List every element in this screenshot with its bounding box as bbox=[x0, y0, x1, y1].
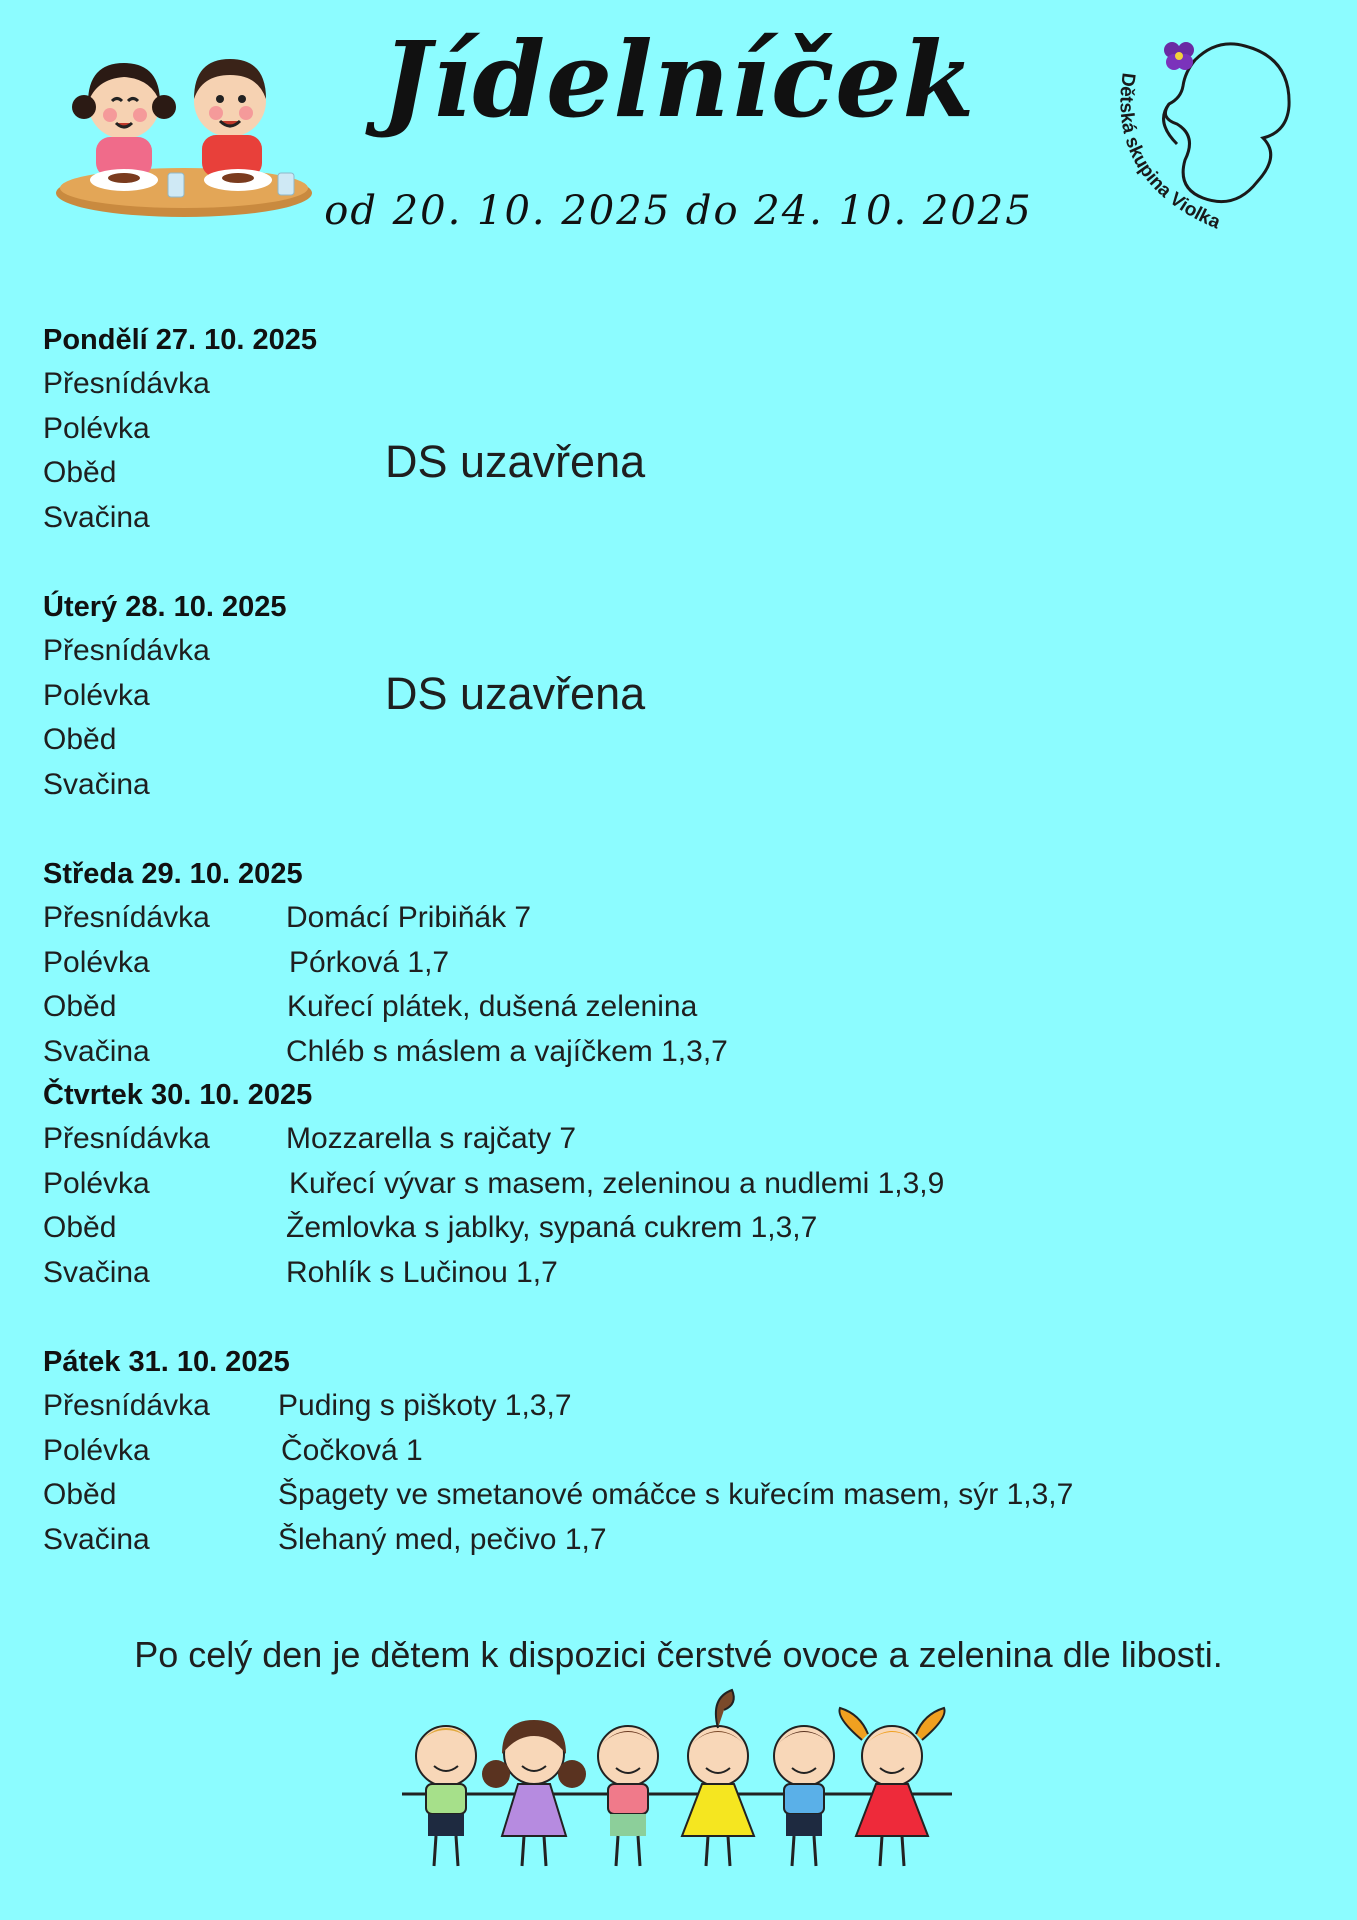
meal-label: Přesnídávka bbox=[43, 1389, 210, 1422]
meal-row bbox=[43, 1251, 1313, 1296]
meal-value: Žemlovka s jablky, sypaná cukrem 1,3,7 bbox=[286, 1211, 818, 1244]
meal-row bbox=[43, 718, 1313, 763]
page-title: Jídelníček bbox=[381, 18, 976, 141]
meal-label: Přesnídávka bbox=[43, 1122, 210, 1155]
meal-row bbox=[43, 1117, 1313, 1162]
meal-row bbox=[43, 629, 1313, 674]
meal-value: Chléb s máslem a vajíčkem 1,3,7 bbox=[286, 1034, 728, 1068]
day-title: Pátek 31. 10. 2025 bbox=[43, 1346, 290, 1378]
meal-label: Polévka bbox=[43, 945, 150, 979]
meal-label: Přesnídávka bbox=[43, 634, 210, 667]
day-wednesday bbox=[43, 852, 1313, 1074]
meal-row bbox=[43, 407, 1313, 452]
meal-row bbox=[43, 1429, 1313, 1474]
day-tuesday bbox=[43, 585, 1313, 807]
meal-value: Špagety ve smetanové omáčce s kuřecím masem, sýr 1,3,7 bbox=[278, 1478, 1074, 1511]
meal-label: Polévka bbox=[43, 1433, 150, 1467]
logo-text: Dětská skupina Violka bbox=[1115, 71, 1224, 234]
day-title: Pondělí 27. 10. 2025 bbox=[43, 324, 318, 356]
meal-row bbox=[43, 496, 1313, 541]
meal-row bbox=[43, 1384, 1313, 1429]
meal-value: Čočková 1 bbox=[281, 1433, 423, 1467]
meal-label: Polévka bbox=[43, 678, 150, 712]
day-title: Čtvrtek 30. 10. 2025 bbox=[43, 1079, 313, 1111]
meal-label: Oběd bbox=[43, 1211, 117, 1244]
meal-value: Mozzarella s rajčaty 7 bbox=[286, 1122, 577, 1155]
meal-row bbox=[43, 1162, 1313, 1207]
footer-note: Po celý den je dětem k dispozici čerstvé ovoce a zelenina dle libosti. bbox=[134, 1634, 1223, 1675]
kids-holding-hands-illustration bbox=[392, 1684, 962, 1884]
meal-label: Svačina bbox=[43, 500, 150, 534]
meal-label: Oběd bbox=[43, 456, 117, 489]
meal-row bbox=[43, 763, 1313, 808]
meal-row bbox=[43, 1030, 1313, 1075]
meal-label: Oběd bbox=[43, 723, 117, 756]
meal-value: Rohlík s Lučinou 1,7 bbox=[286, 1255, 558, 1289]
meal-value: Kuřecí vývar s masem, zeleninou a nudlemi 1,3,9 bbox=[289, 1166, 945, 1200]
day-thursday bbox=[43, 1073, 1313, 1295]
meal-value: Domácí Pribiňák 7 bbox=[286, 901, 532, 934]
meal-label: Polévka bbox=[43, 1166, 150, 1200]
meal-row bbox=[43, 674, 1313, 719]
meal-value: Kuřecí plátek, dušená zelenina bbox=[287, 990, 698, 1023]
meal-row bbox=[43, 941, 1313, 986]
violet-flower-icon bbox=[1164, 42, 1194, 70]
date-range-subtitle: od 20. 10. 2025 do 24. 10. 2025 bbox=[324, 188, 1033, 234]
violka-logo bbox=[1085, 32, 1305, 252]
meal-label: Polévka bbox=[43, 411, 150, 445]
meal-row bbox=[43, 1206, 1313, 1251]
meal-value: Puding s piškoty 1,3,7 bbox=[278, 1389, 572, 1422]
day-title: Středa 29. 10. 2025 bbox=[43, 858, 303, 890]
meal-row bbox=[43, 985, 1313, 1030]
meal-label: Oběd bbox=[43, 1478, 117, 1511]
meal-row bbox=[43, 362, 1313, 407]
meal-label: Svačina bbox=[43, 767, 150, 801]
meal-row bbox=[43, 451, 1313, 496]
meal-row bbox=[43, 1518, 1313, 1563]
meal-row bbox=[43, 1473, 1313, 1518]
meal-label: Svačina bbox=[43, 1034, 150, 1068]
day-title: Úterý 28. 10. 2025 bbox=[43, 591, 287, 623]
meal-label: Svačina bbox=[43, 1255, 150, 1289]
meal-label: Svačina bbox=[43, 1522, 150, 1556]
closed-notice: DS uzavřena bbox=[385, 668, 646, 719]
meal-label: Oběd bbox=[43, 990, 117, 1023]
closed-notice: DS uzavřena bbox=[385, 436, 646, 487]
meal-value: Pórková 1,7 bbox=[289, 945, 450, 979]
day-friday bbox=[43, 1340, 1313, 1562]
day-monday bbox=[43, 318, 1313, 540]
meal-label: Přesnídávka bbox=[43, 367, 210, 400]
meal-row bbox=[43, 896, 1313, 941]
meal-value: Šlehaný med, pečivo 1,7 bbox=[278, 1522, 607, 1556]
meal-label: Přesnídávka bbox=[43, 901, 210, 934]
